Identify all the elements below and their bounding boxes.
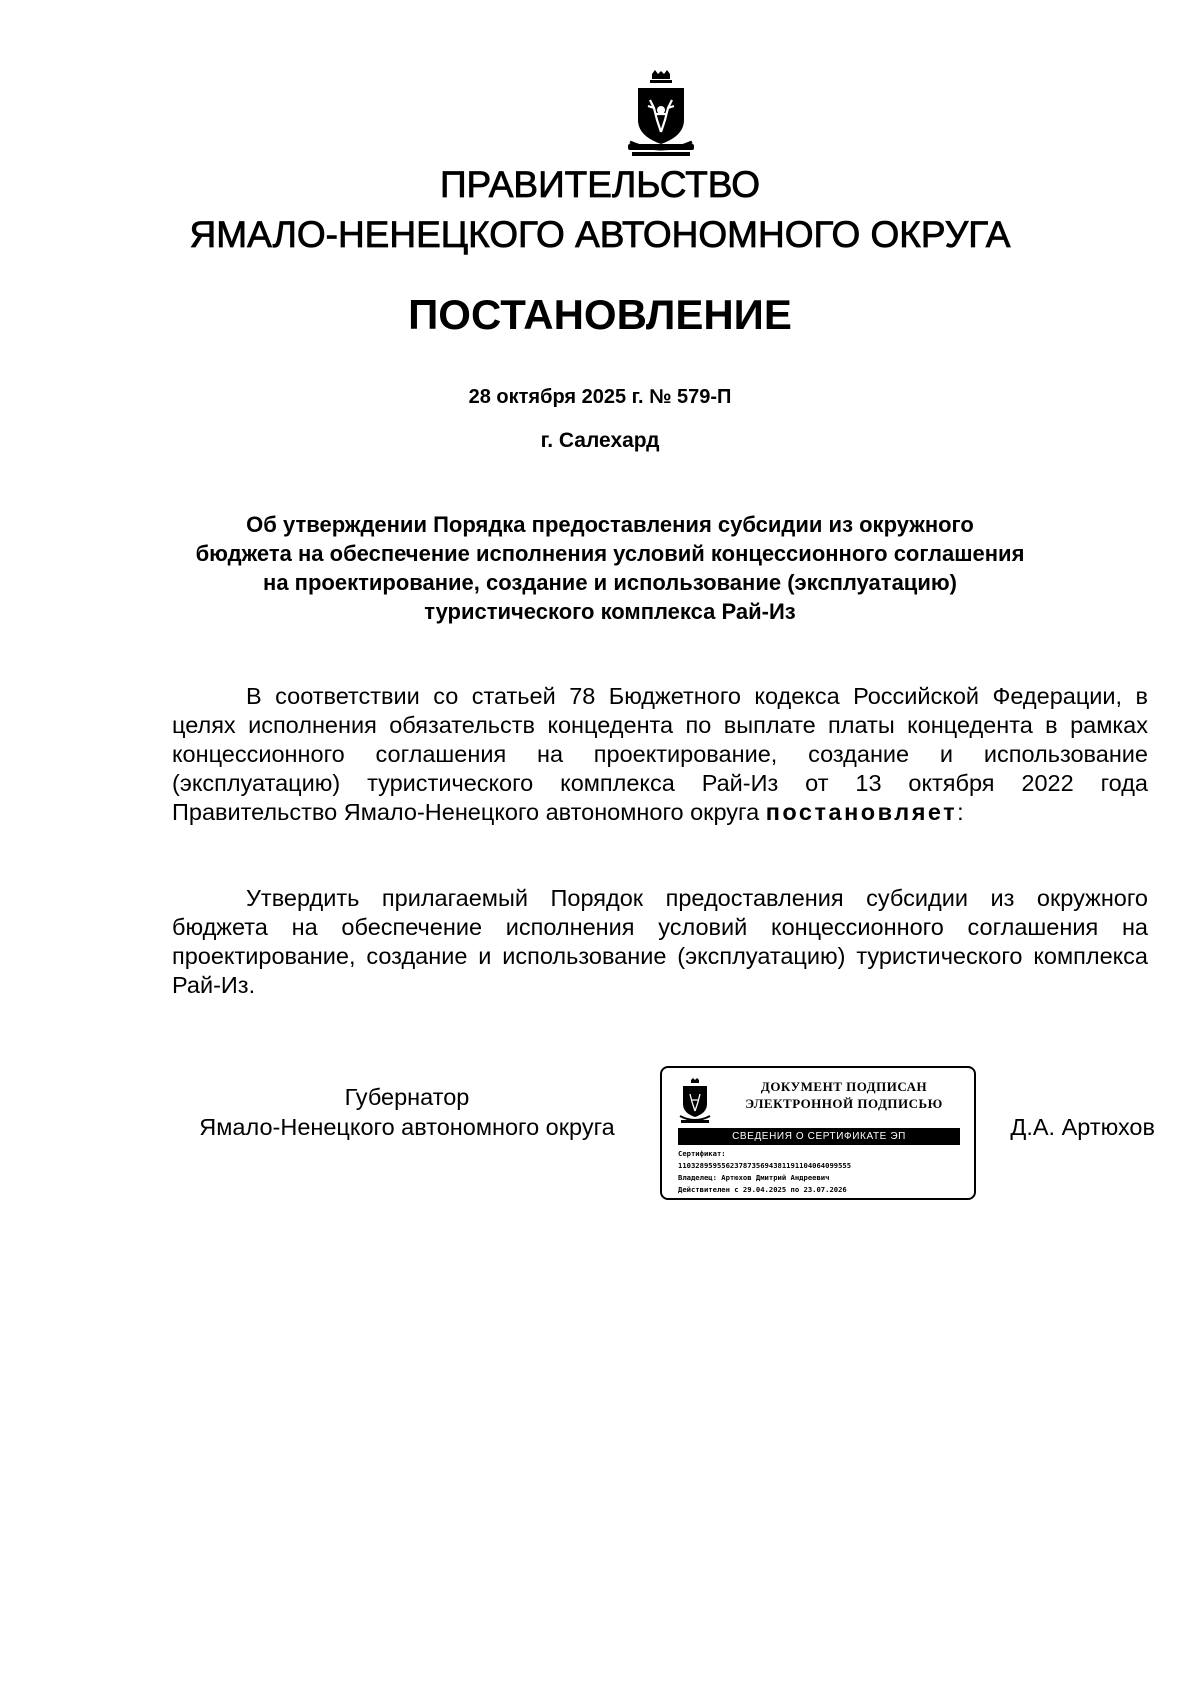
city: г. Салехард <box>540 429 660 452</box>
position-line-1: Губернатор <box>344 1084 470 1110</box>
electronic-signature-stamp <box>660 1066 976 1200</box>
position-line-2: Ямало-Ненецкого автономного округа <box>199 1114 615 1140</box>
certificate-owner: Владелец: Артюхов Дмитрий Андреевич <box>678 1173 830 1182</box>
resolution-subject: Об утверждении Порядка предоставления субсидии из окружного бюджета на обеспечение исполнения условий концессионного соглашения на проектирование, создание и использование (эксплуатацию) туристического комплекса Рай-Из <box>195 512 1025 624</box>
resolves-word: постановляет <box>765 799 958 825</box>
date-and-number: 28 октября 2025 г. № 579-П <box>468 386 732 408</box>
yanao-coat-of-arms-icon <box>626 70 696 158</box>
org-line-2: ЯМАЛО-НЕНЕЦКОГО АВТОНОМНОГО ОКРУГА <box>189 214 1011 255</box>
certificate-validity: Действителен с 29.04.2025 по 23.07.2026 <box>678 1185 847 1194</box>
approval-paragraph: Утвердить прилагаемый Порядок предоставления субсидии из окружного бюджета на обеспечение исполнения условий концессионного соглашения на проектирование, создание и использование (эксплуатацию) туристического комплекса Рай-Из. <box>172 885 1148 998</box>
org-line-1: ПРАВИТЕЛЬСТВО <box>439 164 761 205</box>
stamp-title-line-1: ДОКУМЕНТ ПОДПИСАН <box>760 1079 928 1094</box>
preamble-colon: : <box>957 799 964 825</box>
stamp-coat-of-arms-icon <box>678 1078 712 1126</box>
stamp-title <box>722 1078 966 1112</box>
certificate-details <box>678 1148 968 1196</box>
certificate-label: Сертификат: <box>678 1149 726 1158</box>
stamp-title-line-2: ЭЛЕКТРОННОЙ ПОДПИСЬЮ <box>745 1096 943 1111</box>
signatory-name: Д.А. Артюхов <box>1010 1114 1155 1140</box>
certificate-info-bar: СВЕДЕНИЯ О СЕРТИФИКАТЕ ЭП <box>678 1128 960 1145</box>
signatory-position <box>172 1082 642 1142</box>
document-type-title: ПОСТАНОВЛЕНИЕ <box>408 291 792 338</box>
preamble-text: В соответствии со статьей 78 Бюджетного кодекса Российской Федерации, в целях исполнения обязательств концедента по выплате платы концедента в рамках концессионного соглашения на проектирование, создание и использование (эксплуатацию) туристического комплекса Рай-Из от 13 октября 2022 года Правительство Ямало-Ненецкого автономного округа <box>172 683 1148 825</box>
preamble-paragraph <box>172 682 1148 827</box>
certificate-number: 1103289595562378735694381191104064099555 <box>678 1161 852 1170</box>
government-name <box>0 160 1200 260</box>
